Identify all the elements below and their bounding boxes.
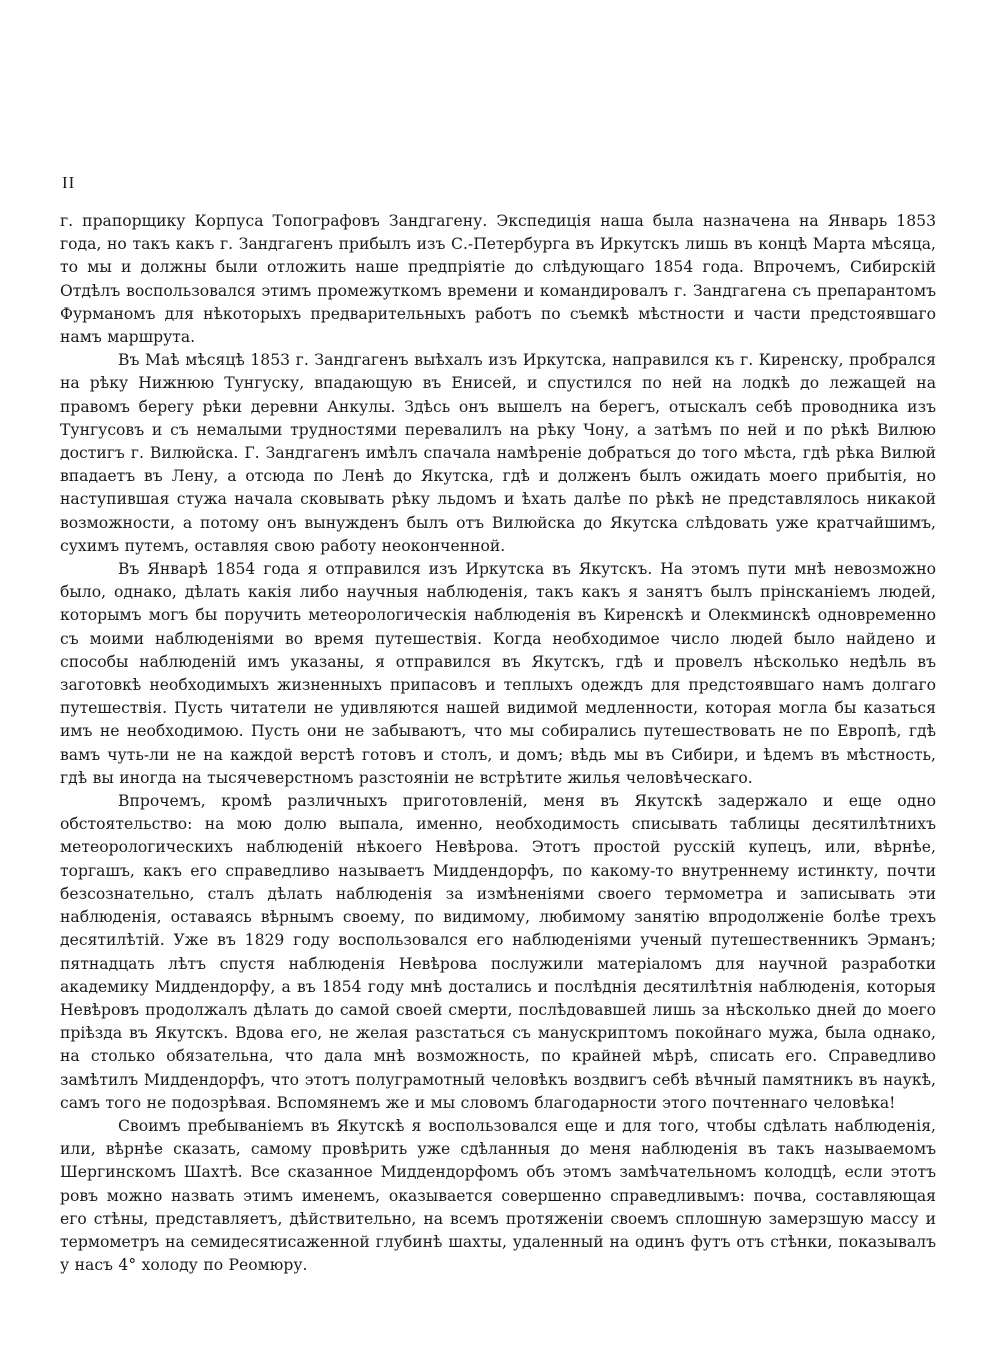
paragraph-4: Впрочемъ, кромѣ различныхъ приготовленій, меня въ Якутскѣ задержало и еще одно обстоятельство: на мою долю выпала, именно, необходимость списывать таблицы десятилѣтнихъ метеорологическихъ наблюденій нѣкоего Невѣрова. Этотъ простой русскій купецъ, или, вѣрнѣе, торгашъ, какъ его справедливо называетъ Миддендорфъ, по какому-то внутреннему истинкту, почти безсознательно, сталъ дѣлать наблюденія за измѣненіями своего термометра и записывать эти наблюденія, оставаясь вѣрнымъ своему, по видимому, любимому занятію впродолженіе болѣе трехъ десятилѣтій. Уже въ 1829 году воспользовался его наблюденіями ученый путешественникъ Эрманъ; пятнадцать лѣтъ спустя наблюденія Невѣрова послужили матеріаломъ для научной разработки академику Миддендорфу, а въ 1854 году мнѣ достались и послѣднія десятилѣтнія наблюденія, которыя Невѣровъ продолжалъ дѣлать до самой своей смерти, послѣдовавшей лишь за нѣсколько дней до моего пріѣзда въ Якутскъ. Вдова его, не желая разстаться съ манускриптомъ покойнаго мужа, была однако, на столько обязательна, что дала мнѣ возможность, по крайней мѣрѣ, списать его. Справедливо замѣтилъ Миддендорфъ, что этотъ полуграмотный человѣкъ воздвигъ себѣ вѣчный памятникъ въ наукѣ, самъ того не подозрѣвая. Вспомянемъ же и мы словомъ благодарности этого почтеннаго человѣка!: [60, 792, 936, 1112]
page-number: II: [62, 173, 76, 192]
document-page: [60, 172, 936, 1277]
paragraph-2: Въ Маѣ мѣсяцѣ 1853 г. Зандгагенъ выѣхалъ изъ Иркутска, направился къ г. Киренску, пробрался на рѣку Нижнюю Тунгуску, впадающую въ Енисей, и спустился по ней на лодкѣ до лежащей на правомъ берегу рѣки деревни Анкулы. Здѣсь онъ вышелъ на берегъ, отыскалъ себѣ проводника изъ Тунгусовъ и съ немалыми трудностями перевалилъ на рѣку Чону, а затѣмъ по ней и по рѣкѣ Вилюю достигъ г. Вилюйска. Г. Зандгагенъ имѣлъ спачала намѣреніе добраться до того мѣста, гдѣ рѣка Вилюй впадаетъ въ Лену, а отсюда по Ленѣ до Якутска, гдѣ и долженъ былъ ожидать моего прибытія, но наступившая стужа начала сковывать рѣку льдомъ и ѣхать далѣе по рѣкѣ не представлялось никакой возможности, а потому онъ вынужденъ былъ отъ Вилюйска до Якутска слѣдовать уже кратчайшимъ, сухимъ путемъ, оставляя свою работу неоконченной.: [60, 351, 936, 555]
paragraph-1: г. прапорщику Корпуса Топографовъ Зандгагену. Экспедиція наша была назначена на Январь 1853 года, но такъ какъ г. Зандгагенъ прибылъ изъ С.-Петербурга въ Иркутскъ лишь въ концѣ Марта мѣсяца, то мы и должны были отложить наше предпріятіе до слѣдующаго 1854 года. Впрочемъ, Сибирскій Отдѣлъ воспользовался этимъ промежуткомъ времени и командировалъ г. Зандгагена съ препарантомъ Фурманомъ для нѣкоторыхъ предварительныхъ работъ по съемкѣ мѣстности и части предстоявшаго намъ маршрута.: [60, 212, 936, 347]
paragraph-3: Въ Январѣ 1854 года я отправился изъ Иркутска въ Якутскъ. На этомъ пути мнѣ невозможно было, однако, дѣлать какія либо научныя наблюденія, такъ какъ я занятъ былъ прінсканіемъ людей, которымъ могъ бы поручить метеорологическія наблюденія въ Киренскѣ и Олекминскѣ одновременно съ моими наблюденіями во время путешествія. Когда необходимое число людей было найдено и способы наблюденій имъ указаны, я отправился въ Якутскъ, гдѣ и провелъ нѣсколько недѣль въ заготовкѣ необходимыхъ жизненныхъ припасовъ и теплыхъ одеждъ для предстоявшаго намъ долгаго путешествія. Пусть читатели не удивляются нашей видимой медленности, которая могла бы казаться имъ не необходимою. Пусть они не забываютъ, что мы собирались путешествовать не по Европѣ, гдѣ вамъ чуть-ли не на каждой верстѣ готовъ и столъ, и домъ; вѣдь мы въ Сибири, и ѣдемъ въ мѣстность, гдѣ вы иногда на тысячеверстномъ разстояніи не встрѣтите жилья человѣческаго.: [60, 560, 936, 787]
paragraph-5: Своимъ пребываніемъ въ Якутскѣ я воспользовался еще и для того, чтобы сдѣлать наблюденія, или, вѣрнѣе сказать, самому провѣрить уже сдѣланныя до меня наблюденія въ такъ называемомъ Шергинскомъ Шахтѣ. Все сказанное Миддендорфомъ объ этомъ замѣчательномъ колодцѣ, если этотъ ровъ можно назвать этимъ именемъ, оказывается совершенно справедливымъ: почва, составляющая его стѣны, представляетъ, дѣйствительно, на всемъ протяженіи своемъ сплошную замерзшую массу и термометръ на семидесятисаженной глубинѣ шахты, удаленный на одинъ футъ отъ стѣнки, показывалъ у насъ 4° холоду по Реомюру.: [60, 1116, 936, 1275]
